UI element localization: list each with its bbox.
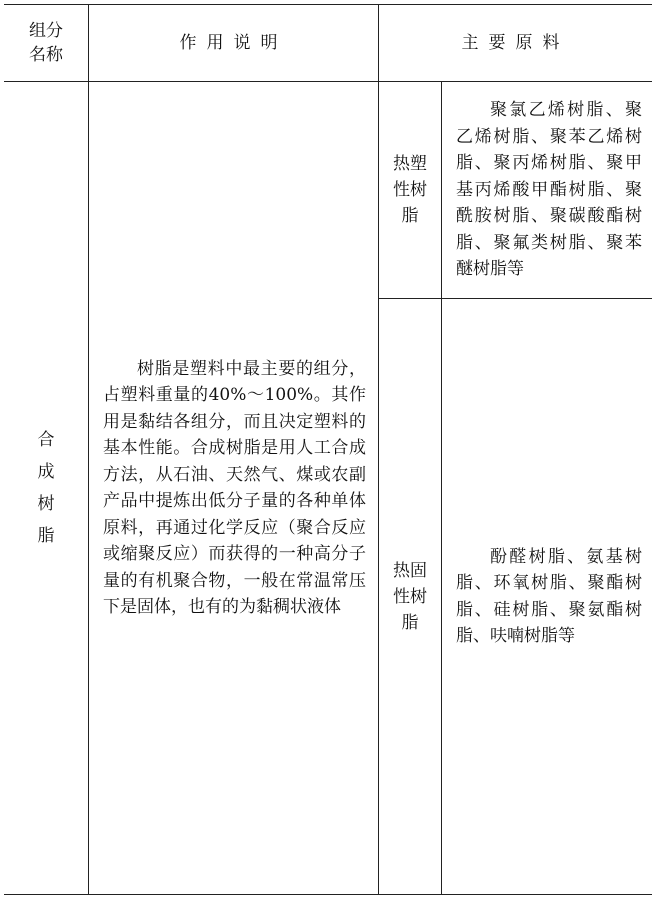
description-cell bbox=[89, 82, 378, 894]
materials-cell-thermoplastic bbox=[442, 82, 652, 298]
materials-cell-thermosetting bbox=[442, 299, 652, 894]
header-component-name bbox=[4, 5, 88, 81]
header-main-materials bbox=[379, 5, 652, 81]
resin-type-line: 性树 bbox=[393, 586, 427, 607]
resin-type-thermoplastic bbox=[388, 151, 432, 229]
resin-type-line: 脂 bbox=[401, 206, 419, 226]
resin-type-line: 脂 bbox=[401, 612, 419, 633]
resin-type-line: 热固 bbox=[393, 560, 427, 581]
component-name-char: 树 bbox=[37, 494, 55, 514]
header-component-name-line1: 组分 bbox=[29, 21, 63, 41]
component-name-char: 合 bbox=[37, 430, 55, 450]
resin-type-line: 性树 bbox=[393, 180, 427, 200]
table-bottom-border bbox=[4, 894, 652, 895]
component-name-cell bbox=[4, 82, 88, 894]
description-text: 树脂是塑料中最主要的组分，占塑料重量的40%～100%。其作用是黏结各组分，而且决定塑料的基本性能。合成树脂是用人工合成方法，从石油、天然气、煤或农副产品中提炼出低分子量的各种单体原料，再通过化学反应（聚合反应或缩聚反应）而获得的一种高分子量的有机聚合物，一般在常温常压下是固体，也有的为黏稠状液体 bbox=[103, 358, 366, 617]
component-name-char: 脂 bbox=[37, 526, 55, 546]
resin-type-cell-thermosetting bbox=[379, 299, 441, 894]
resin-type-thermosetting bbox=[388, 558, 432, 636]
header-function-description bbox=[89, 5, 378, 81]
component-name-char: 成 bbox=[37, 462, 55, 482]
resin-type-cell-thermoplastic bbox=[379, 82, 441, 298]
resin-type-line: 热塑 bbox=[393, 154, 427, 174]
materials-thermosetting-text: 酚醛树脂、氨基树脂、环氧树脂、聚酯树脂、硅树脂、聚氨酯树脂、呋喃树脂等 bbox=[456, 546, 642, 646]
materials-thermoplastic-text: 聚氯乙烯树脂、聚乙烯树脂、聚苯乙烯树脂、聚丙烯树脂、聚甲基丙烯酸甲酯树脂、聚酰胺树脂、聚碳酸酯树脂、聚氟类树脂、聚苯醚树脂等 bbox=[456, 100, 642, 280]
header-function-description-label: 作用说明 bbox=[179, 33, 288, 53]
header-main-materials-label: 主要原料 bbox=[461, 33, 570, 53]
header-component-name-line2: 名称 bbox=[29, 45, 63, 65]
component-name bbox=[38, 424, 55, 552]
